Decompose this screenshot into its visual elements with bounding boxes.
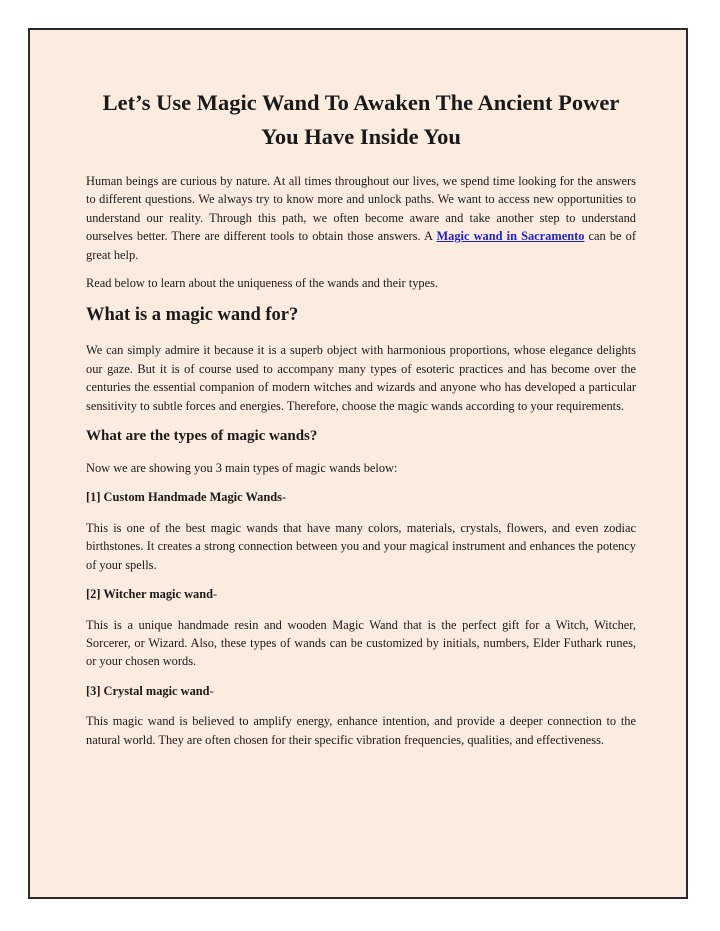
page-title: Let’s Use Magic Wand To Awaken The Ancient Power You Have Inside You	[102, 90, 620, 149]
wand-type-heading-crystal	[86, 682, 636, 700]
wand-type-suffix: -	[213, 587, 218, 602]
document-content	[86, 86, 636, 760]
wand-type-heading-custom	[86, 488, 636, 506]
sacramento-magic-wand-link[interactable]: Magic wand in Sacramento	[436, 229, 585, 244]
wand-type-label: [1] Custom Handmade Magic Wands	[86, 490, 282, 505]
wand-type-heading-witcher	[86, 585, 636, 603]
section-types-intro: Now we are showing you 3 main types of magic wands below:	[86, 461, 398, 476]
section-purpose-body: We can simply admire it because it is a superb object with harmonious proportions, whose elegance delights our gaze. But it is of course used to accompany many types of esoteric practices and has become over the centuries the essential companion of modern witches and wizards and anyone who has developed a particular sensitivity to subtle forces and energies. Therefore, choose the magic wands according to your requirements.	[86, 343, 636, 413]
wand-type-label: [3] Crystal magic wand	[86, 683, 210, 698]
section-heading-types: What are the types of magic wands?	[86, 428, 318, 445]
wand-type-body-crystal: This magic wand is believed to amplify energy, enhance intention, and provide a deeper connection to the natural world. They are often chosen for their specific vibration frequencies, qualities, and effectiveness.	[86, 714, 636, 747]
section-heading-purpose: What is a magic wand for?	[86, 305, 299, 326]
wand-type-body-witcher: This is a unique handmade resin and wooden Magic Wand that is the perfect gift for a Witch, Witcher, Sorcerer, or Wizard. Also, these types of wands can be customized by initials, numbers, Elder Futhark runes, or your chosen words.	[86, 617, 636, 669]
intro-text-after-link: can be of great help.	[86, 229, 636, 262]
wand-type-suffix: -	[209, 683, 214, 698]
intro-paragraph-2: Read below to learn about the uniqueness of the wands and their types.	[86, 276, 439, 291]
wand-type-suffix: -	[281, 490, 287, 505]
document-page	[28, 28, 688, 899]
wand-type-body-custom: This is one of the best magic wands that have many colors, materials, crystals, flowers, and even zodiac birthstones. It creates a strong connection between you and your magical instrument and enhances the potency of your spells.	[86, 520, 636, 572]
intro-text-before-link: Human beings are curious by nature. At all times throughout our lives, we spend time looking for the answers to different questions. We always try to know more and unlock paths. We want to access new opportunities to understand our reality. Through this path, we often become aware and take another step to understand ourselves better. There are different tools to obtain those answers. A	[86, 174, 636, 244]
wand-type-label: [2] Witcher magic wand	[86, 587, 213, 602]
intro-paragraph	[86, 172, 636, 264]
